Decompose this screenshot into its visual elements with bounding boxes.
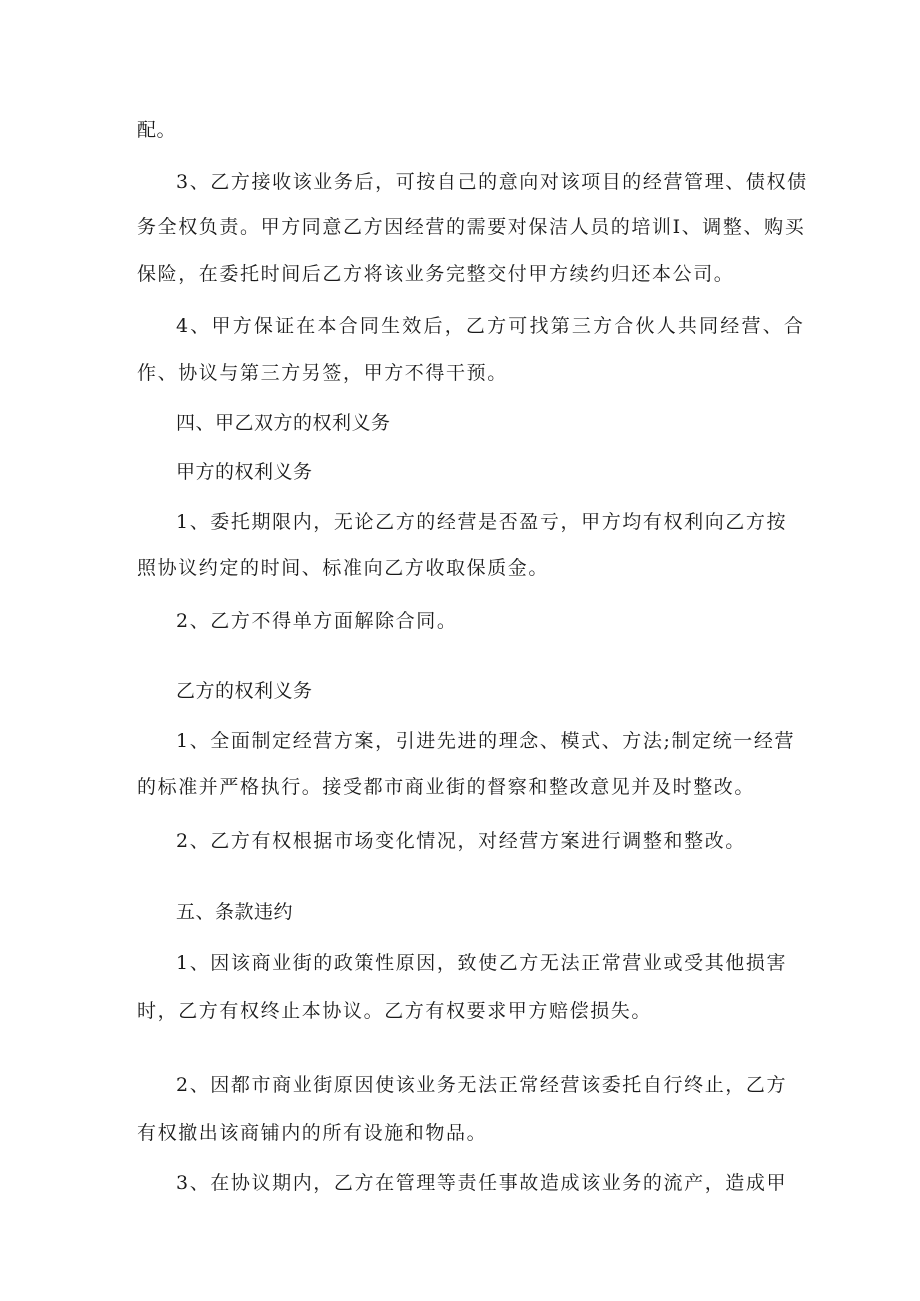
paragraph-line: 的标准并严格执行。接受都市商业街的督察和整改意见并及时整改。 (137, 776, 756, 798)
paragraph-line: 时，乙方有权终止本协议。乙方有权要求甲方赔偿损失。 (137, 1000, 653, 1022)
paragraph-line: 保险，在委托时间后乙方将该业务完整交付甲方续约归还本公司。 (137, 263, 735, 285)
paragraph-line: 照协议约定的时间、标准向乙方收取保质金。 (137, 557, 550, 579)
paragraph-line: 2、乙方有权根据市场变化情况，对经营方案进行调整和整改。 (176, 830, 746, 852)
paragraph-line: 1、全面制定经营方案，引进先进的理念、模式、方法;制定统一经营 (176, 730, 796, 752)
paragraph-line: 3、在协议期内，乙方在管理等责任事故造成该业务的流产，造成甲 (176, 1172, 788, 1194)
paragraph-line: 配。 (137, 119, 177, 141)
section-heading: 五、条款违约 (176, 901, 294, 923)
paragraph-line: 4、甲方保证在本合同生效后，乙方可找第三方合伙人共同经营、合 (176, 315, 806, 337)
paragraph-line: 3、乙方接收该业务后，可按自己的意向对该项目的经营管理、债权债 (176, 171, 808, 193)
subsection-heading: 乙方的权利义务 (176, 680, 313, 702)
paragraph-line: 1、委托期限内，无论乙方的经营是否盈亏，甲方均有权利向乙方按 (176, 511, 788, 533)
paragraph-line: 2、乙方不得单方面解除合同。 (176, 610, 458, 632)
section-heading: 四、甲乙双方的权利义务 (176, 412, 391, 434)
paragraph-line: 2、因都市商业街原因使该业务无法正常经营该委托自行终止，乙方 (176, 1074, 788, 1096)
paragraph-line: 务全权负责。甲方同意乙方因经营的需要对保洁人员的培训I、调整、购买 (137, 216, 806, 238)
paragraph-line: 有权撤出该商铺内的所有设施和物品。 (137, 1122, 488, 1144)
paragraph-line: 1、因该商业街的政策性原因，致使乙方无法正常营业或受其他损害 (176, 952, 788, 974)
paragraph-line: 作、协议与第三方另签，甲方不得干预。 (137, 362, 508, 384)
subsection-heading: 甲方的权利义务 (176, 461, 313, 483)
